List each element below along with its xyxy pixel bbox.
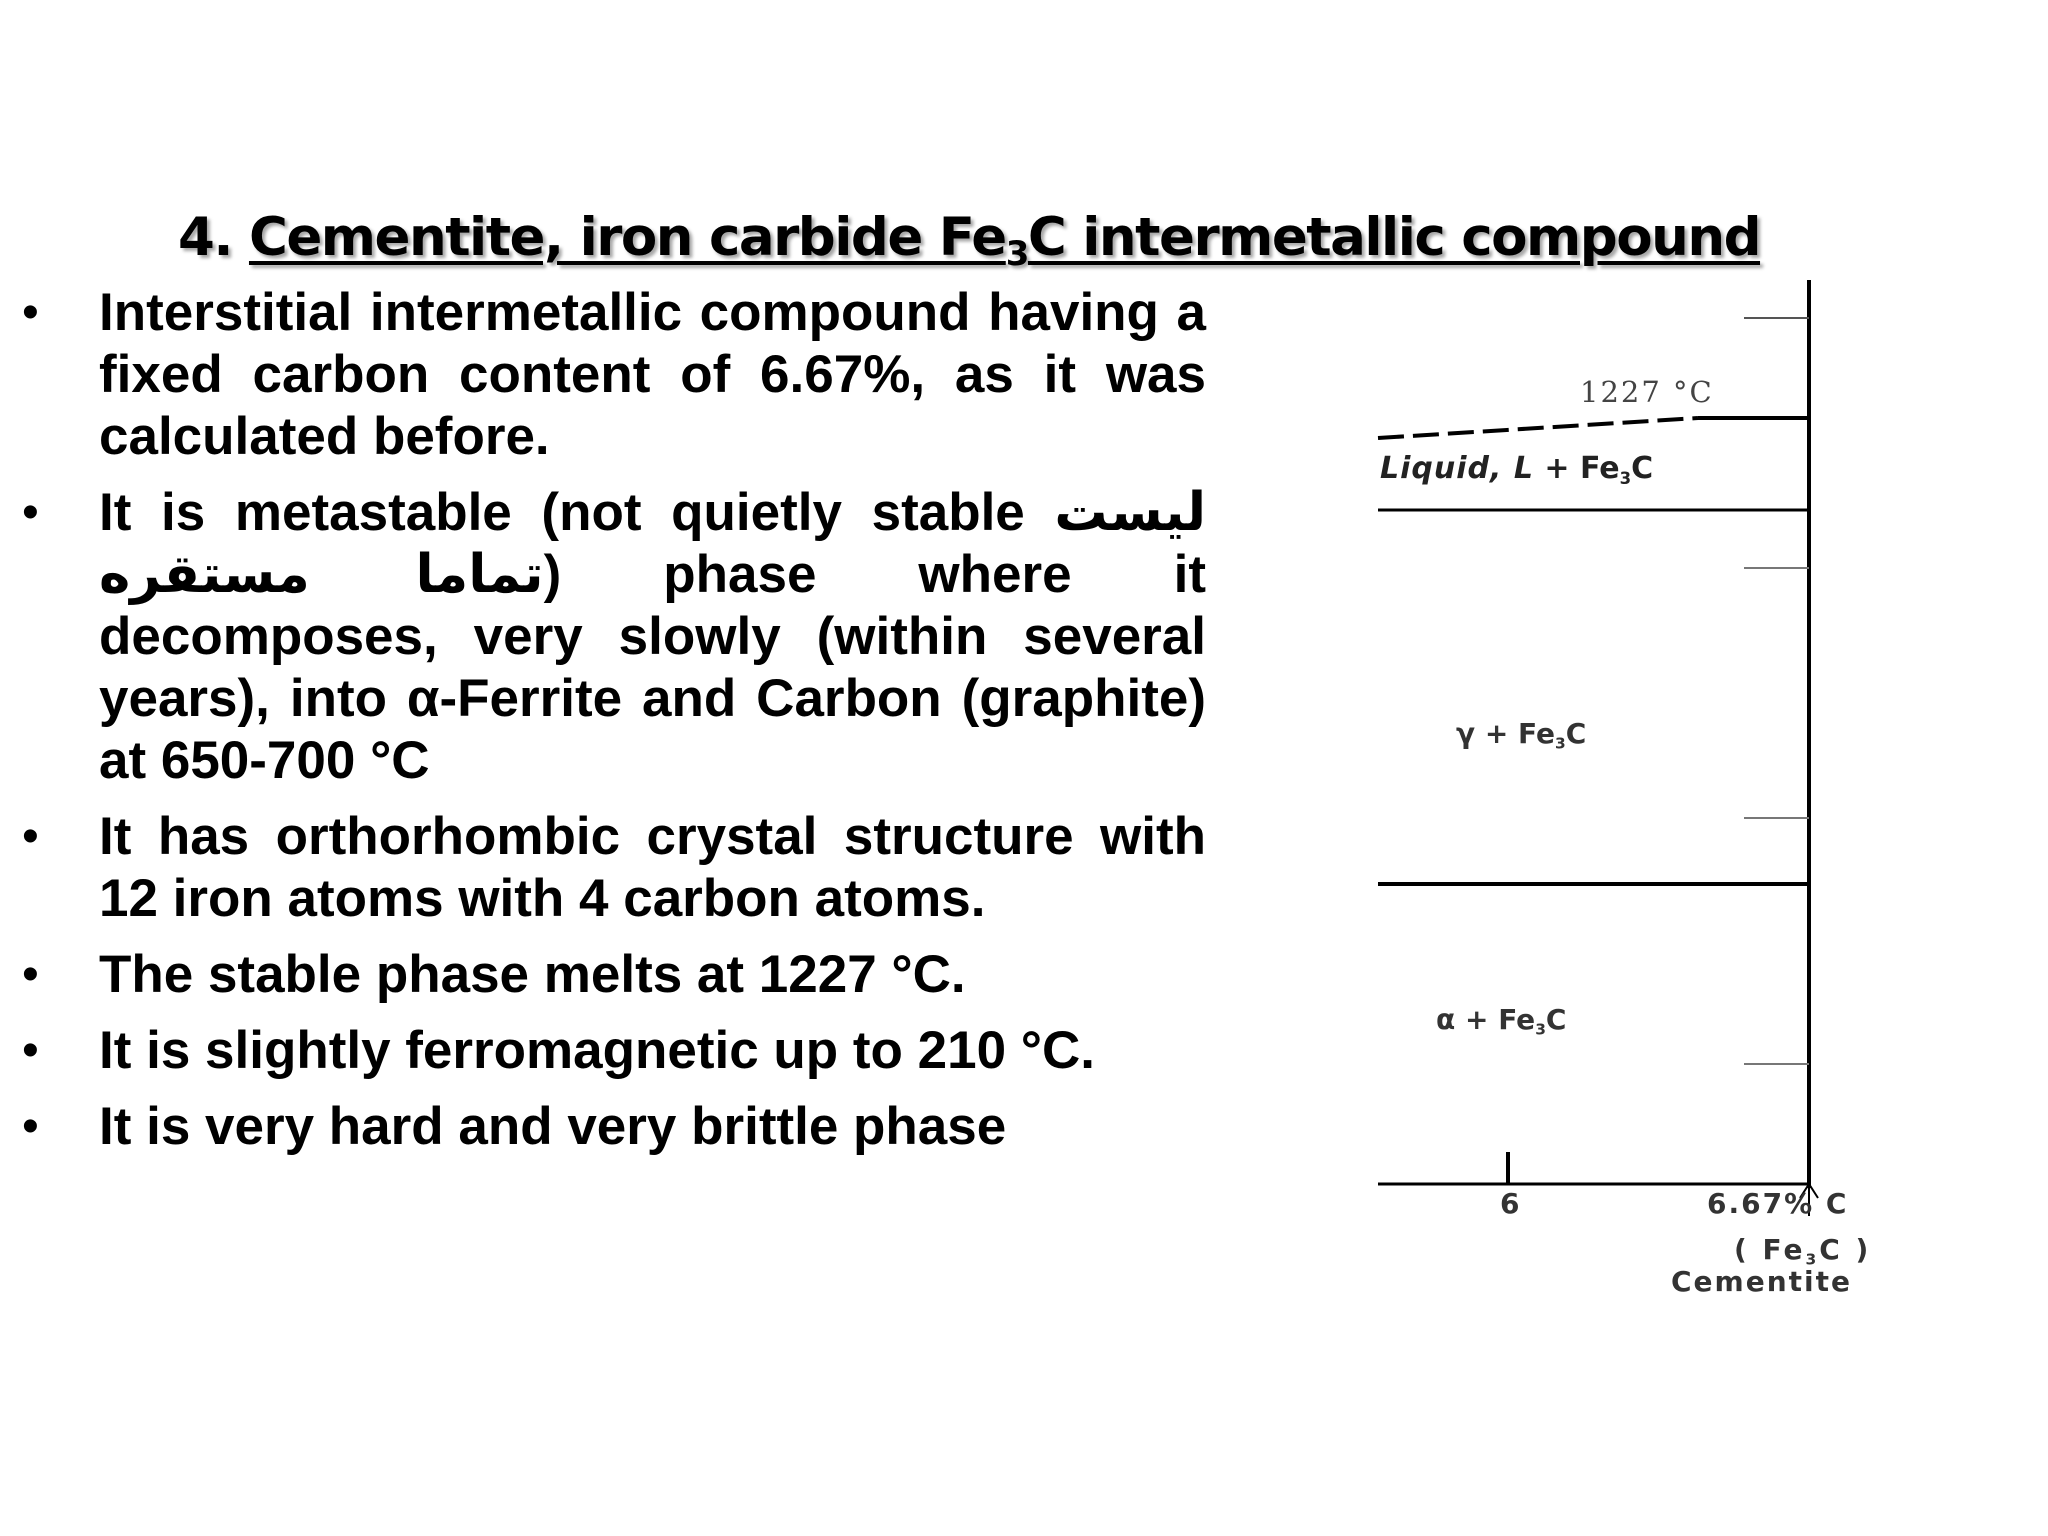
bullet-marker: • [22, 286, 39, 339]
label-alpha-region [1436, 1003, 1567, 1039]
bullet-item [0, 482, 1206, 792]
bullet-list [0, 282, 1206, 1158]
bullet-item [0, 1096, 1206, 1158]
bullet-marker: • [22, 810, 39, 863]
title-number: 4. [178, 207, 233, 268]
liquidus-dashed-line [1378, 418, 1698, 438]
bullet-arabic-text: ليست تماما مستقره [99, 482, 1206, 605]
bullet-item [0, 806, 1206, 930]
label-axis-tick-6: 6 [1500, 1187, 1520, 1220]
title-main-text-end: C intermetallic compound [1027, 207, 1761, 268]
title-underlined-text [248, 207, 1761, 274]
label-formula [1734, 1233, 1872, 1269]
label-gamma-region [1456, 717, 1587, 753]
title-subscript: 3 [1005, 234, 1028, 274]
label-gamma-c: C [1565, 717, 1587, 750]
label-formula-sub: 3 [1805, 1250, 1820, 1269]
phase-diagram-lines [1368, 274, 1948, 1314]
bullet-marker: • [22, 1100, 39, 1153]
label-cementite: Cementite [1671, 1265, 1852, 1298]
label-gamma-sub: 3 [1555, 734, 1566, 753]
label-formula-fe: ( Fe [1734, 1233, 1806, 1266]
bullet-item [0, 1020, 1206, 1082]
label-alpha-c: C [1545, 1003, 1567, 1036]
label-liquid-text: Liquid, L [1380, 451, 1534, 486]
label-liquid-c: C [1631, 451, 1654, 486]
title-main-text: Cementite, iron carbide Fe [248, 207, 1006, 268]
bullet-item [0, 944, 1206, 1006]
label-liquid-sub: 3 [1619, 468, 1632, 488]
bullet-text: Interstitial intermetallic compound having a fixed carbon content of 6.67%, as it was calculated before. [99, 283, 1206, 466]
label-alpha-sub: 3 [1535, 1020, 1546, 1039]
bullet-text: It is metastable (not quietly stable [99, 483, 1055, 542]
label-gamma-text: γ + Fe [1456, 717, 1556, 750]
bullet-marker: • [22, 948, 39, 1001]
phase-diagram-fragment [1368, 274, 1948, 1314]
label-alpha-text: α + Fe [1436, 1003, 1536, 1036]
bullet-text: ) phase where it decomposes, very slowly (within several years), into α-Ferrite and Carbon (graphite) at 650-700 °C [99, 545, 1206, 790]
bullet-text: It is very hard and very brittle phase [99, 1097, 1007, 1156]
label-liquid-region [1380, 451, 1654, 488]
bullet-item [0, 282, 1206, 468]
label-liquid-fe: + Fe [1533, 451, 1620, 486]
label-formula-c: C ) [1819, 1233, 1872, 1266]
label-composition: 6.67% C [1707, 1187, 1849, 1220]
bullet-text: It is slightly ferromagnetic up to 210 °C. [99, 1021, 1096, 1080]
bullet-text: It has orthorhombic crystal structure with 12 iron atoms with 4 carbon atoms. [99, 807, 1206, 928]
bullet-marker: • [22, 486, 39, 539]
bullet-text: The stable phase melts at 1227 °C. [99, 945, 966, 1004]
bullet-marker: • [22, 1024, 39, 1077]
slide-title [178, 203, 1790, 273]
label-1227c: 1227 °C [1580, 375, 1714, 409]
